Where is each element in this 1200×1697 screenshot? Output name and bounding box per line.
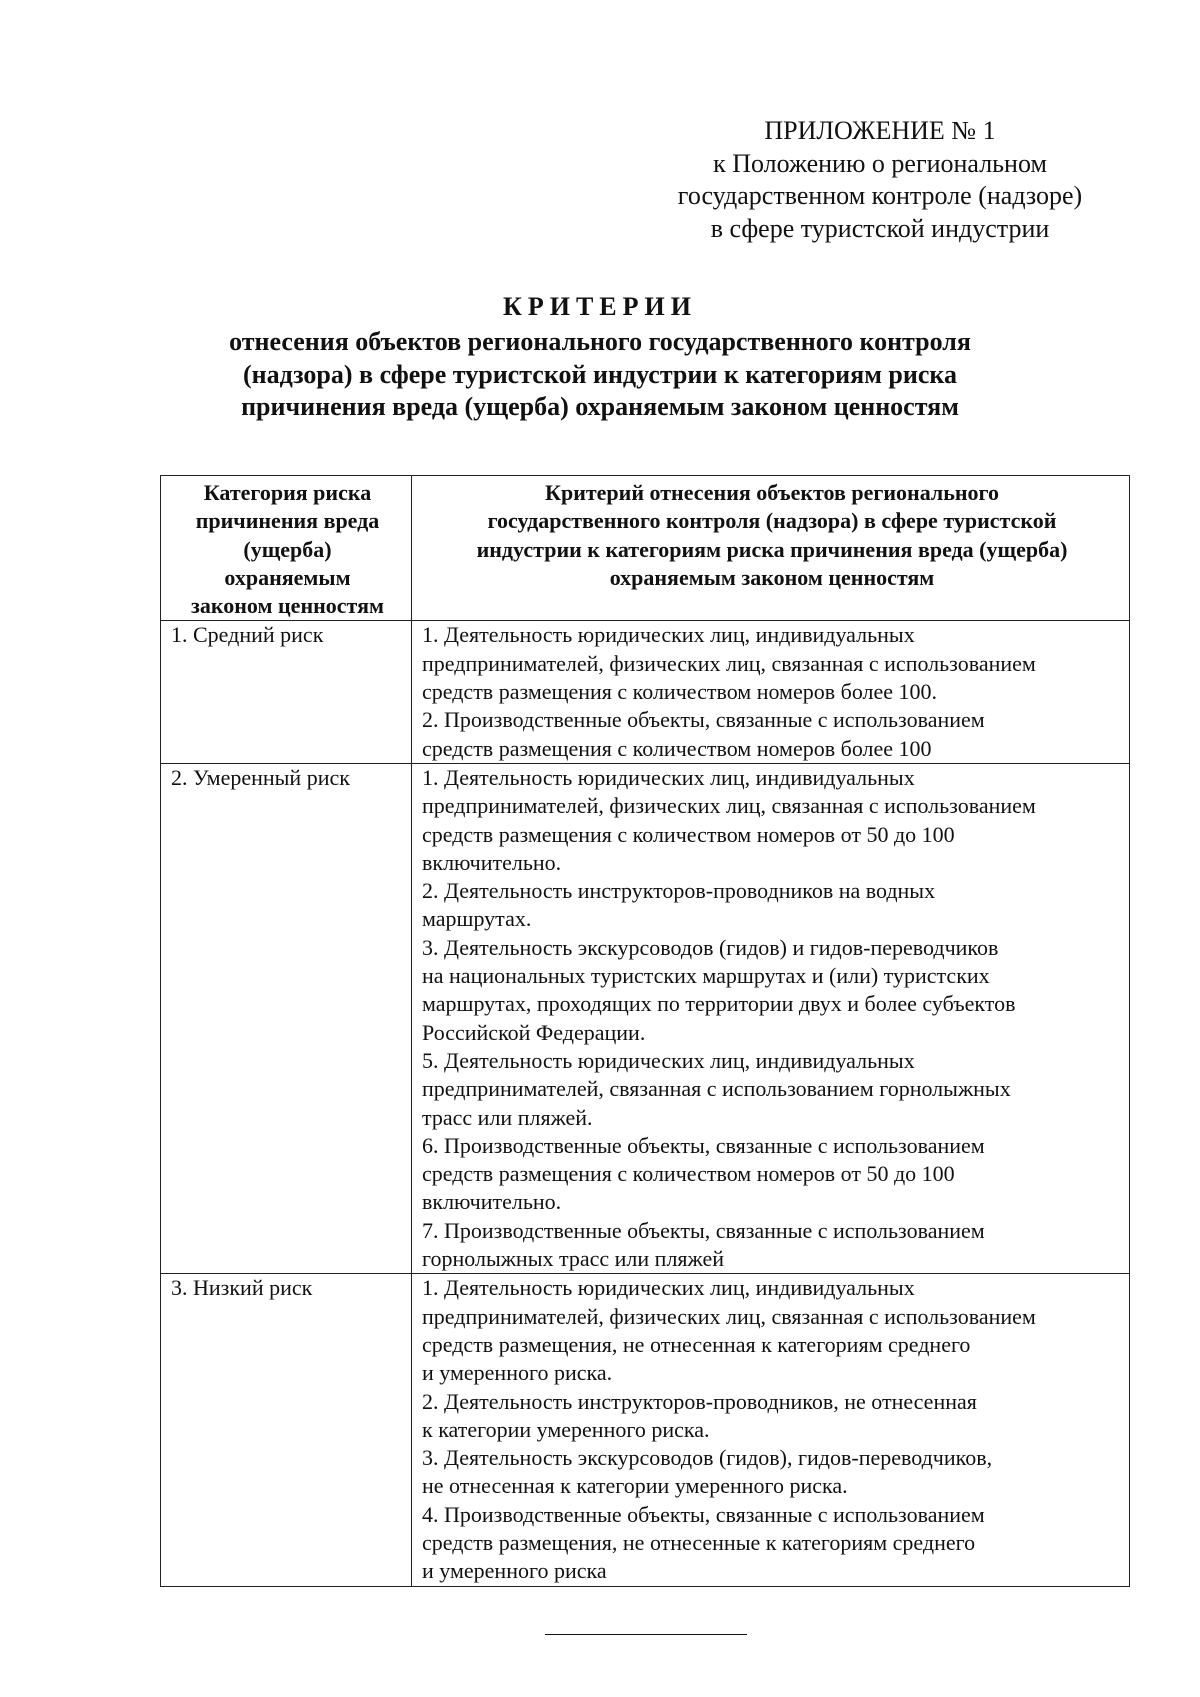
row-category: 3. Низкий риск <box>161 1274 412 1586</box>
criteria-table <box>160 475 1130 1587</box>
row-criteria: 1. Деятельность юридических лиц, индивидуальных предпринимателей, физических лиц, связанная с использованием средств размещения с количеством номеров от 50 до 100 включительно. 2. Деятельность инструкторов-проводников на водных маршрутах. 3. Деятельность экскурсоводов (гидов) и гидов-переводчиков на национальных туристских маршрутах и (или) туристских маршрутах, проходящих по территории двух и более субъектов Российской Федерации. 5. Деятельность юридических лиц, индивидуальных предпринимателей, связанная с использованием горнолыжных трасс или пляжей. 6. Производственные объекты, связанные с использованием средств размещения с количеством номеров от 50 до 100 включительно. 7. Производственные объекты, связанные с использованием горнолыжных трасс или пляжей <box>412 763 1130 1273</box>
footer-separator-line <box>545 1634 747 1635</box>
table-row <box>161 1274 1130 1586</box>
table-row <box>161 763 1130 1273</box>
header-category: Категория риска причинения вреда (ущерба) охраняемым законом ценностям <box>161 476 412 621</box>
appendix-heading <box>640 115 1120 245</box>
row-criteria: 1. Деятельность юридических лиц, индивидуальных предпринимателей, физических лиц, связанная с использованием средств размещения, не отнесенная к категориям среднего и умеренного риска. 2. Деятельность инструкторов-проводников, не отнесенная к категории умеренного риска. 3. Деятельность экскурсоводов (гидов), гидов-переводчиков, не отнесенная к категории умеренного риска. 4. Производственные объекты, связанные с использованием средств размещения, не отнесенные к категориям среднего и умеренного риска <box>412 1274 1130 1586</box>
table-header-row <box>161 476 1130 621</box>
row-category: 2. Умеренный риск <box>161 763 412 1273</box>
title-main: КРИТЕРИИ <box>503 292 697 321</box>
header-criterion: Критерий отнесения объектов регионального государственного контроля (надзора) в сфере туристской индустрии к категориям риска причинения вреда (ущерба) охраняемым законом ценностям <box>412 476 1130 621</box>
appendix-number: ПРИЛОЖЕНИЕ № 1 <box>764 116 996 145</box>
title-line: отнесения объектов регионального государственного контроля <box>229 327 971 356</box>
title-line: (надзора) в сфере туристской индустрии к категориям риска <box>243 359 957 389</box>
document-title <box>150 290 1050 424</box>
appendix-line: в сфере туристской индустрии <box>710 213 1050 243</box>
row-category: 1. Средний риск <box>161 621 412 763</box>
row-criteria: 1. Деятельность юридических лиц, индивидуальных предпринимателей, физических лиц, связанная с использованием средств размещения с количеством номеров более 100. 2. Производственные объекты, связанные с использованием средств размещения с количеством номеров более 100 <box>412 621 1130 763</box>
appendix-line: государственном контроле (надзоре) <box>677 181 1083 210</box>
table-row <box>161 621 1130 763</box>
title-line: причинения вреда (ущерба) охраняемым законом ценностям <box>241 392 959 421</box>
appendix-line: к Положению о региональном <box>713 148 1047 178</box>
